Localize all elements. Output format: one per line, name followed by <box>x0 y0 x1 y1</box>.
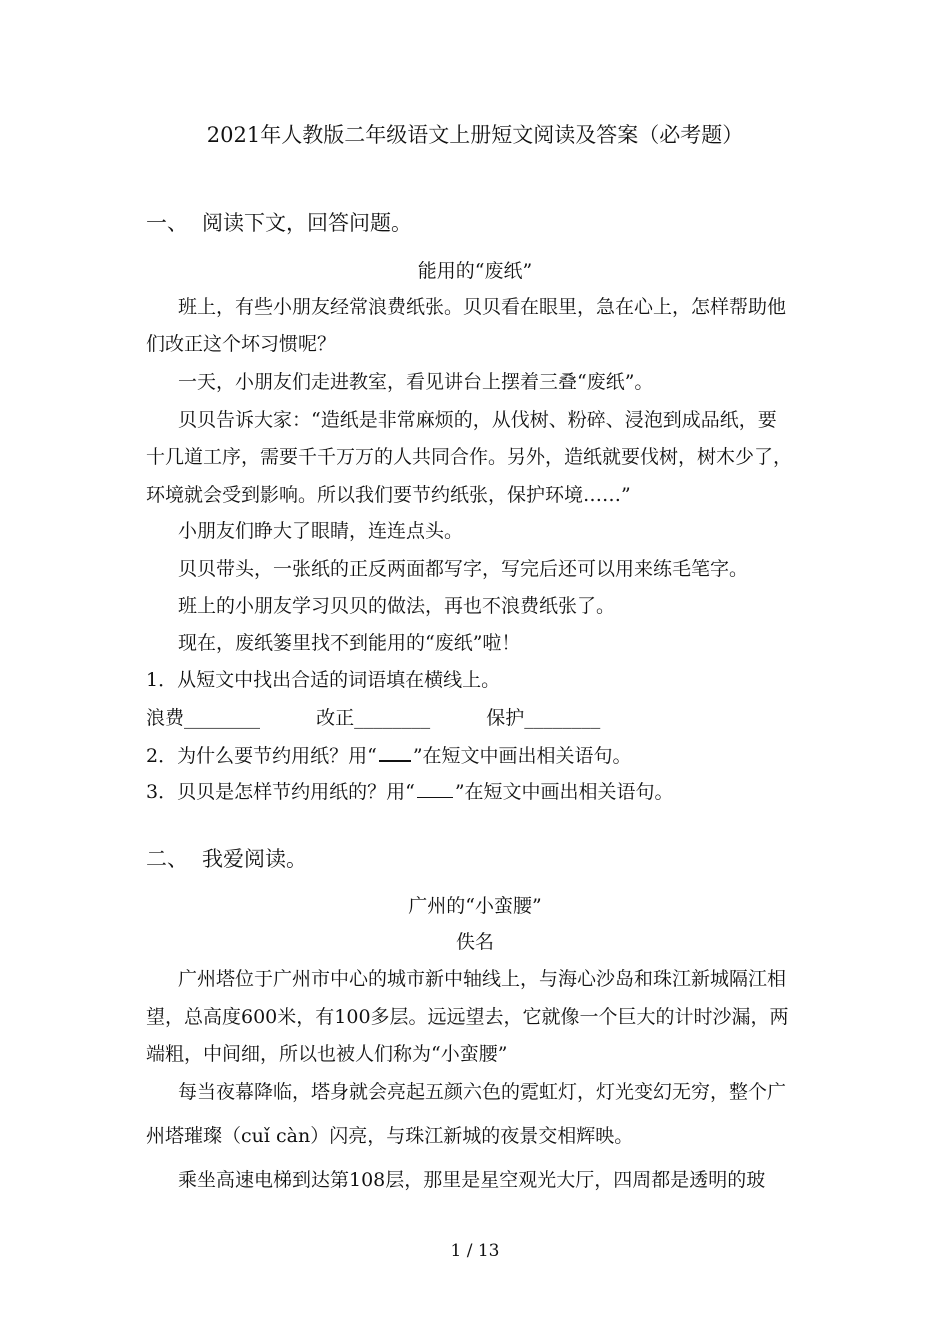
section-heading-text: 我爱阅读。 <box>202 847 307 871</box>
paragraph-line: 班上的小朋友学习贝贝的做法，再也不浪费纸张了。 <box>178 595 616 617</box>
paragraph-line: 现在，废纸篓里找不到能用的“废纸”啦！ <box>178 632 521 654</box>
page-number: 1 / 13 <box>450 1241 500 1261</box>
paragraph-line: 乘坐高速电梯到达第108层，那里是星空观光大厅，四周都是透明的玻 <box>178 1169 766 1191</box>
thin-underline-mark <box>417 779 453 798</box>
answer-blank[interactable]: ________ <box>354 707 431 729</box>
author: 佚名 <box>455 931 494 953</box>
section-number: 一、 <box>146 211 188 235</box>
paragraph-line: 们改正这个坏习惯呢？ <box>146 333 337 355</box>
document-title: 2021年人教版二年级语文上册短文阅读及答案（必考题） <box>206 123 744 147</box>
paragraph-line: 广州塔位于广州市中心的城市新中轴线上，与海心沙岛和珠江新城隔江相 <box>178 968 787 990</box>
paragraph-line: 望，总高度600米，有100多层。远远望去，它就像一个巨大的计时沙漏，两 <box>146 1006 789 1028</box>
answer-blank[interactable]: ________ <box>184 707 261 729</box>
paragraph-line: 班上，有些小朋友经常浪费纸张。贝贝看在眼里，急在心上，怎样帮助他 <box>178 296 787 318</box>
paragraph-line: 每当夜幕降临，塔身就会亮起五颜六色的霓虹灯，灯光变幻无穷，整个广 <box>178 1081 787 1103</box>
word-label: 保护 <box>486 707 525 729</box>
paragraph-line: 一天，小朋友们走进教室，看见讲台上摆着三叠“废纸”。 <box>178 371 654 393</box>
question-2: 2．为什么要节约用纸？用“ ”在短文中画出相关语句。 <box>146 742 632 769</box>
paragraph-line: 十几道工序，需要千千万万的人共同合作。另外，造纸就要伐树，树木少了， <box>146 446 793 468</box>
section-heading-2 <box>146 846 307 872</box>
section-heading-text: 阅读下文，回答问题。 <box>202 211 412 235</box>
question-1: 1．从短文中找出合适的词语填在横线上。 <box>146 669 501 691</box>
thick-underline-mark <box>379 742 411 762</box>
paragraph-line: 端粗，中间细，所以也被人们称为“小蛮腰” <box>146 1043 508 1065</box>
story-title: 能用的“废纸” <box>417 260 533 282</box>
question-3: 3．贝贝是怎样节约用纸的？用“ ”在短文中画出相关语句。 <box>146 781 674 803</box>
word-label: 改正 <box>316 707 355 729</box>
fill-blank-row <box>146 705 600 731</box>
section-number: 二、 <box>146 847 188 871</box>
paragraph-line: 小朋友们睁大了眼睛，连连点头。 <box>178 520 464 542</box>
section-heading-1 <box>146 210 412 236</box>
paragraph-line: 贝贝带头，一张纸的正反两面都写字，写完后还可以用来练毛笔字。 <box>178 558 749 580</box>
story-title: 广州的“小蛮腰” <box>408 895 542 917</box>
paragraph-line: 州塔璀璨（cuǐ càn）闪亮，与珠江新城的夜景交相辉映。 <box>146 1125 634 1147</box>
paragraph-line: 贝贝告诉大家：“造纸是非常麻烦的，从伐树、粉碎、浸泡到成品纸，要 <box>178 409 777 431</box>
answer-blank[interactable]: ________ <box>524 707 601 729</box>
paragraph-line: 环境就会受到影响。所以我们要节约纸张，保护环境……” <box>146 484 631 506</box>
word-label: 浪费 <box>146 707 185 729</box>
